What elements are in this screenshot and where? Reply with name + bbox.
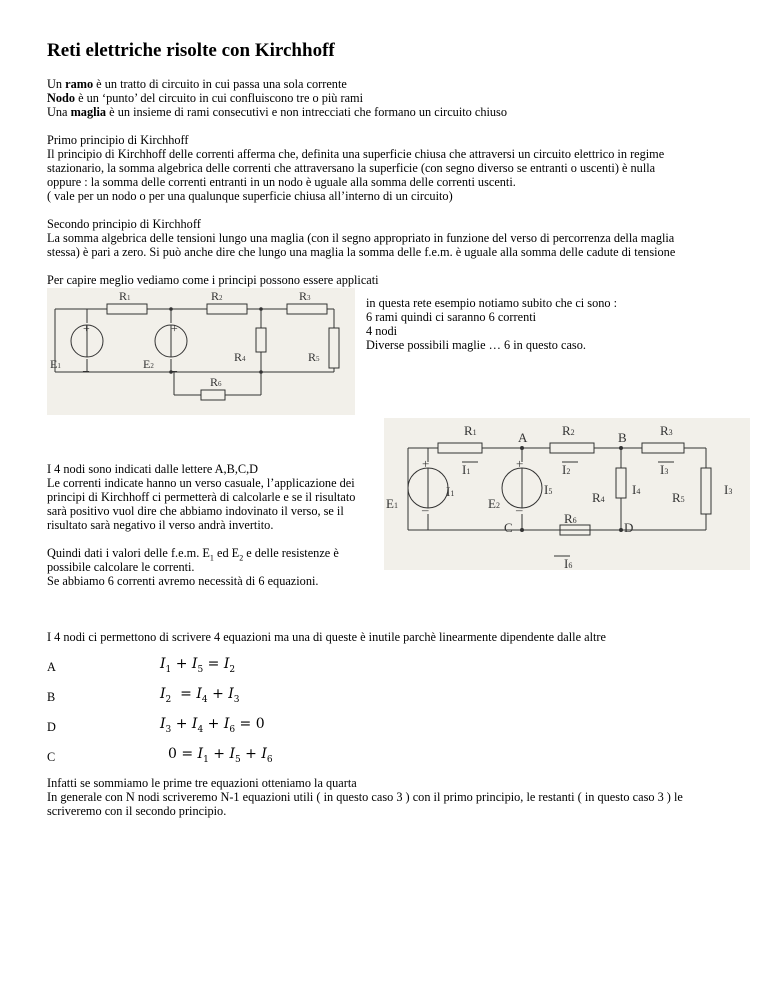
primo-line: ( vale per un nodo o per una qualunque superficie chiusa all’interno di un circuito) xyxy=(47,189,453,203)
svg-text:R6: R6 xyxy=(210,375,222,389)
svg-text:R6: R6 xyxy=(564,511,577,526)
nodes-line: I 4 nodi sono indicati dalle lettere A,B,C,D xyxy=(47,462,259,476)
eq-intro: I 4 nodi ci permettono di scrivere 4 equazioni ma una di queste è inutile parchè linearmente dipendente dalle altre xyxy=(47,630,606,644)
conclusion-line: In generale con N nodi scriveremo N-1 equazioni utili ( in questo caso 3 ) con il primo principio, le restanti ( in questo caso 3 ) le xyxy=(47,790,683,804)
equation-b: $I_2 = I_4 + I_3$ xyxy=(160,686,240,705)
svg-text:I2: I2 xyxy=(562,462,571,477)
nodes-line: risultato sarà negativo il verso andrà invertito. xyxy=(47,518,274,532)
secondo-heading: Secondo principio di Kirchhoff xyxy=(47,217,201,231)
resistor-r1 xyxy=(107,304,147,314)
svg-text:E2: E2 xyxy=(143,357,154,371)
resistor-r1 xyxy=(438,443,482,453)
resistor-r6 xyxy=(201,390,225,400)
resistor-r4 xyxy=(256,328,266,352)
svg-text:R4: R4 xyxy=(234,350,246,364)
term-ramo: ramo xyxy=(65,77,94,91)
text: ed E xyxy=(213,546,240,560)
example-line: Diverse possibili maglie … 6 in questo caso. xyxy=(366,338,586,352)
equation-a: $I_1 + I_5 = I_2$ xyxy=(160,656,236,675)
eq-node-label: D xyxy=(47,720,56,734)
svg-text:I1: I1 xyxy=(446,484,455,499)
primo-line: oppure : la somma delle correnti entranti in un nodo è uguale alla somma delle correnti uscenti. xyxy=(47,175,516,189)
nodes-line: principi di Kirchhoff ci permetterà di calcolarle e se il risultato xyxy=(47,490,356,504)
eq-node-label: B xyxy=(47,690,56,704)
svg-text:R5: R5 xyxy=(308,350,320,364)
svg-text:C: C xyxy=(504,520,513,535)
svg-text:–: – xyxy=(422,502,429,517)
svg-text:–: – xyxy=(83,363,89,377)
text: Un xyxy=(47,77,66,91)
resistor-r4 xyxy=(616,468,626,498)
primo-line: stazionario, la somma algebrica delle correnti che attraversano la superficie (con segno diverso se entranti o uscenti) è nulla xyxy=(47,161,656,175)
subscript: 1 xyxy=(209,553,214,563)
svg-text:+: + xyxy=(171,321,178,335)
text: è un tratto di circuito in cui passa una sola corrente xyxy=(93,77,347,91)
eq-node-label: A xyxy=(47,660,56,674)
svg-text:–: – xyxy=(171,363,177,377)
example-line: in questa rete esempio notiamo subito che ci sono : xyxy=(366,296,618,310)
svg-text:R5: R5 xyxy=(672,490,685,505)
svg-text:I5: I5 xyxy=(544,482,553,497)
resistor-r5 xyxy=(329,328,339,368)
eq-node-label: C xyxy=(47,750,56,764)
svg-text:I1: I1 xyxy=(462,462,471,477)
svg-text:+: + xyxy=(422,456,430,471)
text: e delle resistenze è xyxy=(243,546,339,560)
example-line: 4 nodi xyxy=(366,324,398,338)
text: Quindi dati i valori delle f.e.m. E xyxy=(47,546,210,560)
conclusion-line: scriveremo con il secondo principio. xyxy=(47,804,227,818)
svg-text:I4: I4 xyxy=(632,482,641,497)
svg-text:R1: R1 xyxy=(119,289,131,303)
definition-ramo xyxy=(47,77,747,91)
svg-text:R3: R3 xyxy=(299,289,311,303)
text: è un insieme di rami consecutivi e non intrecciati che formano un circuito chiuso xyxy=(106,105,507,119)
term-maglia: maglia xyxy=(70,105,107,119)
nodes-line: sarà positivo vuol dire che abbiamo indovinato il verso, se il xyxy=(47,504,344,518)
resistor-r5 xyxy=(701,468,711,514)
text: è un ‘punto’ del circuito in cui confluiscono tre o più rami xyxy=(75,91,364,105)
svg-text:B: B xyxy=(618,430,627,445)
svg-text:R4: R4 xyxy=(592,490,605,505)
svg-text:I3: I3 xyxy=(660,462,669,477)
example-line: 6 rami quindi ci saranno 6 correnti xyxy=(366,310,537,324)
text: Una xyxy=(47,105,71,119)
svg-text:I6: I6 xyxy=(564,556,573,570)
subscript: 2 xyxy=(239,553,244,563)
svg-text:R3: R3 xyxy=(660,423,673,438)
svg-text:+: + xyxy=(516,456,524,471)
svg-text:R2: R2 xyxy=(562,423,575,438)
term-nodo: Nodo xyxy=(47,91,76,105)
svg-text:–: – xyxy=(516,502,523,517)
definition-maglia xyxy=(47,105,747,119)
page-title: Reti elettriche risolte con Kirchhoff xyxy=(47,40,335,61)
definition-nodo xyxy=(47,91,747,105)
svg-text:E2: E2 xyxy=(488,496,500,511)
equation-c: $0 = I_1 + I_5 + I_6$ xyxy=(168,746,273,765)
svg-text:R1: R1 xyxy=(464,423,477,438)
quindi-line: Se abbiamo 6 correnti avremo necessità di 6 equazioni. xyxy=(47,574,319,588)
resistor-r2 xyxy=(207,304,247,314)
secondo-line: stessa) è pari a zero. Si può anche dire che lungo una maglia la somma delle f.e.m. è uguale alla somma delle cadute di tensione xyxy=(47,245,676,259)
secondo-line: La somma algebrica delle tensioni lungo una maglia (con il segno appropriato in funzione del verso di percorrenza della maglia xyxy=(47,231,675,245)
resistor-r2 xyxy=(550,443,594,453)
svg-text:E1: E1 xyxy=(386,496,398,511)
svg-text:E1: E1 xyxy=(50,357,61,371)
svg-text:I3: I3 xyxy=(724,482,733,497)
conclusion-line: Infatti se sommiamo le prime tre equazioni otteniamo la quarta xyxy=(47,776,357,790)
resistor-r3 xyxy=(287,304,327,314)
svg-text:R2: R2 xyxy=(211,289,223,303)
svg-text:A: A xyxy=(518,430,528,445)
nodes-line: Le correnti indicate hanno un verso casuale, l’applicazione dei xyxy=(47,476,355,490)
circuit-diagram-2 xyxy=(384,418,750,570)
equation-d: $I_3 + I_4 + I_6 = 0$ xyxy=(160,716,265,735)
primo-line: Il principio di Kirchhoff delle correnti afferma che, definita una superficie chiusa che attraversi un circuito elettrico in regime xyxy=(47,147,665,161)
svg-text:+: + xyxy=(83,321,90,335)
primo-heading: Primo principio di Kirchhoff xyxy=(47,133,189,147)
svg-text:D: D xyxy=(624,520,634,535)
intro-line: Per capire meglio vediamo come i principi possono essere applicati xyxy=(47,273,379,287)
quindi-line: possibile calcolare le correnti. xyxy=(47,560,195,574)
circuit-diagram-1 xyxy=(47,288,355,415)
resistor-r3 xyxy=(642,443,684,453)
